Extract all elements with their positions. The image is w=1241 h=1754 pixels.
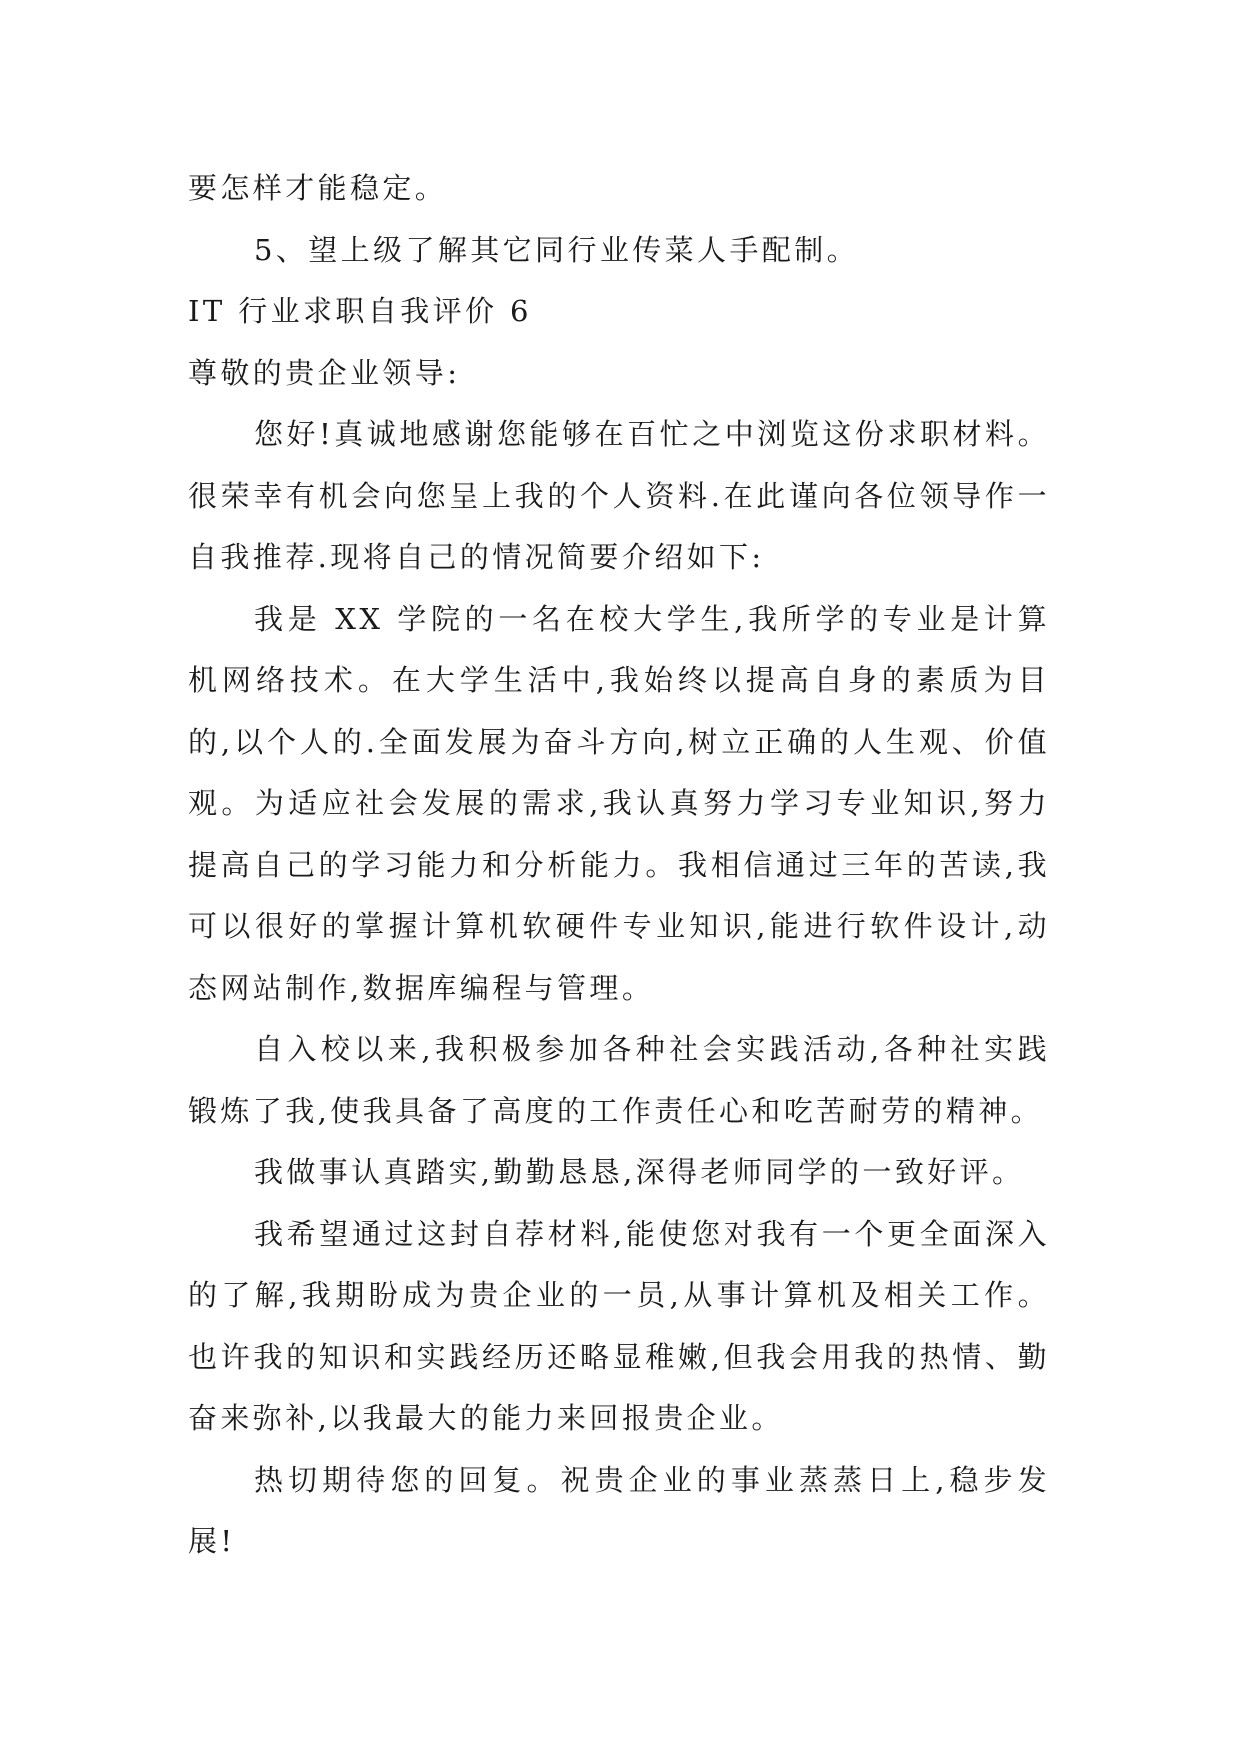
paragraph-greeting: 您好!真诚地感谢您能够在百忙之中浏览这份求职材料。很荣幸有机会向您呈上我的个人资料.在此谨向各位领导作一自我推荐.现将自己的情况简要介绍如下: <box>188 417 1050 574</box>
paragraph-attitude: 我做事认真踏实,勤勤恳恳,深得老师同学的一致好评。 <box>254 1155 1025 1189</box>
document-body <box>188 158 1050 1573</box>
paragraph-list-item-5: 5、望上级了解其它同行业传菜人手配制。 <box>254 232 860 267</box>
paragraph-closing: 热切期待您的回复。祝贵企业的事业蒸蒸日上,稳步发展! <box>188 1462 1050 1558</box>
paragraph-introduction: 我是 XX 学院的一名在校大学生,我所学的专业是计算机网络技术。在大学生活中,我始终以提高自身的素质为目的,以个人的.全面发展为奋斗方向,树立正确的人生观、价值观。为适应社会发展的需求,我认真努力学习专业知识,努力提高自己的学习能力和分析能力。我相信通过三年的苦读,我可以很好的掌握计算机软硬件专业知识,能进行软件设计,动态网站制作,数据库编程与管理。 <box>188 601 1050 1005</box>
paragraph-continuation: 要怎样才能稳定。 <box>188 171 448 205</box>
section-title: IT 行业求职自我评价 6 <box>188 294 532 328</box>
paragraph-hope: 我希望通过这封自荐材料,能使您对我有一个更全面深入的了解,我期盼成为贵企业的一员,从事计算机及相关工作。也许我的知识和实践经历还略显稚嫩,但我会用我的热情、勤奋来弥补,以我最大的能力来回报贵企业。 <box>188 1216 1050 1435</box>
paragraph-activities: 自入校以来,我积极参加各种社会实践活动,各种社实践锻炼了我,使我具备了高度的工作责任心和吃苦耐劳的精神。 <box>188 1032 1050 1128</box>
letter-salutation: 尊敬的贵企业领导: <box>188 355 461 390</box>
